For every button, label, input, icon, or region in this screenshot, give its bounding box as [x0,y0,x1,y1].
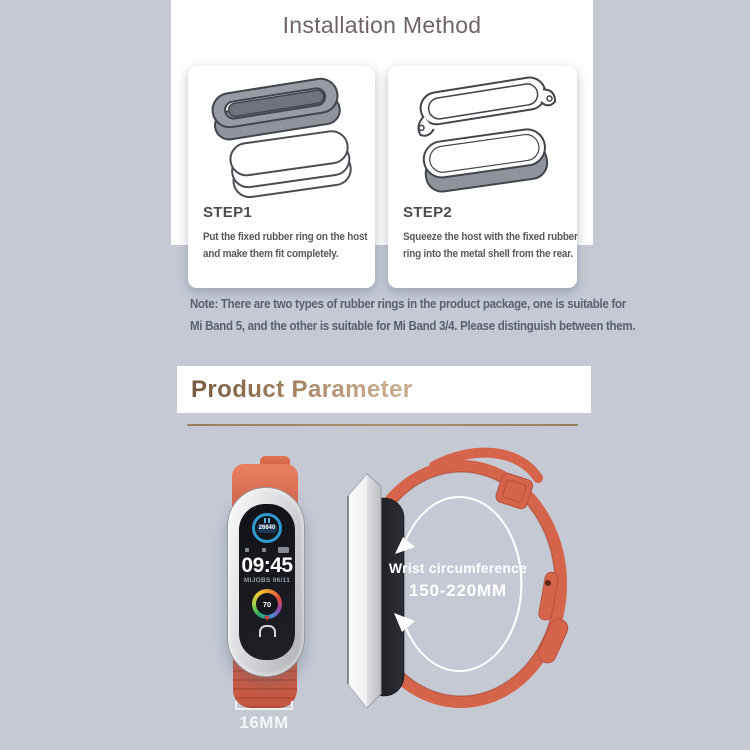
step1-description: Put the fixed rubber ring on the host and make them fit completely. [203,231,368,260]
heart-icon: ♥ [264,613,270,623]
heading-underline [187,424,578,426]
step1-illustration-rubber-ring-and-host [202,74,362,200]
bluetooth-icon [245,548,249,552]
installation-title: Installation Method [282,12,482,38]
step2-illustration-metal-shell-and-host [403,74,563,200]
step2-label: STEP2 [403,204,453,221]
host-with-ring-icon [421,127,549,193]
heart-rate-value: 70 [256,593,278,615]
wrist-circumference-label: Wrist circumference [388,560,528,576]
step1-label: STEP1 [203,204,253,221]
watch-brand-date: MIJOBS 06/11 [243,577,291,584]
pause-icon [264,518,270,523]
metal-shell-icon [413,74,557,137]
watch-screen [239,504,295,660]
band-width-label: 16MM [239,713,289,732]
wrist-circumference-value: 150-220MM [409,581,507,600]
watch-time: 09:45 [241,554,293,577]
steps-progress-ring [252,513,282,543]
package-note: Note: There are two types of rubber rings in the product package, one is suitable for Mi Band 5, and the other is suitable for Mi Band 3/4. Please distinguish between them. [190,297,636,333]
battery-icon [278,547,289,553]
width-measure-bracket [235,701,293,710]
product-parameter-bar [177,366,591,413]
watch-case-front [227,487,305,677]
product-parameter-title: Product Parameter [191,375,413,403]
steps-count: 26640 [258,525,276,531]
heart-rate-gauge [252,589,282,623]
status-icons [245,547,289,553]
step2-card [388,66,577,288]
step1-card [188,66,375,288]
host-icon [228,129,352,199]
step2-description: Squeeze the host with the fixed rubber ring into the metal shell from the rear. [403,231,578,260]
lock-icon [262,548,266,552]
home-touch-button-icon [259,625,276,637]
